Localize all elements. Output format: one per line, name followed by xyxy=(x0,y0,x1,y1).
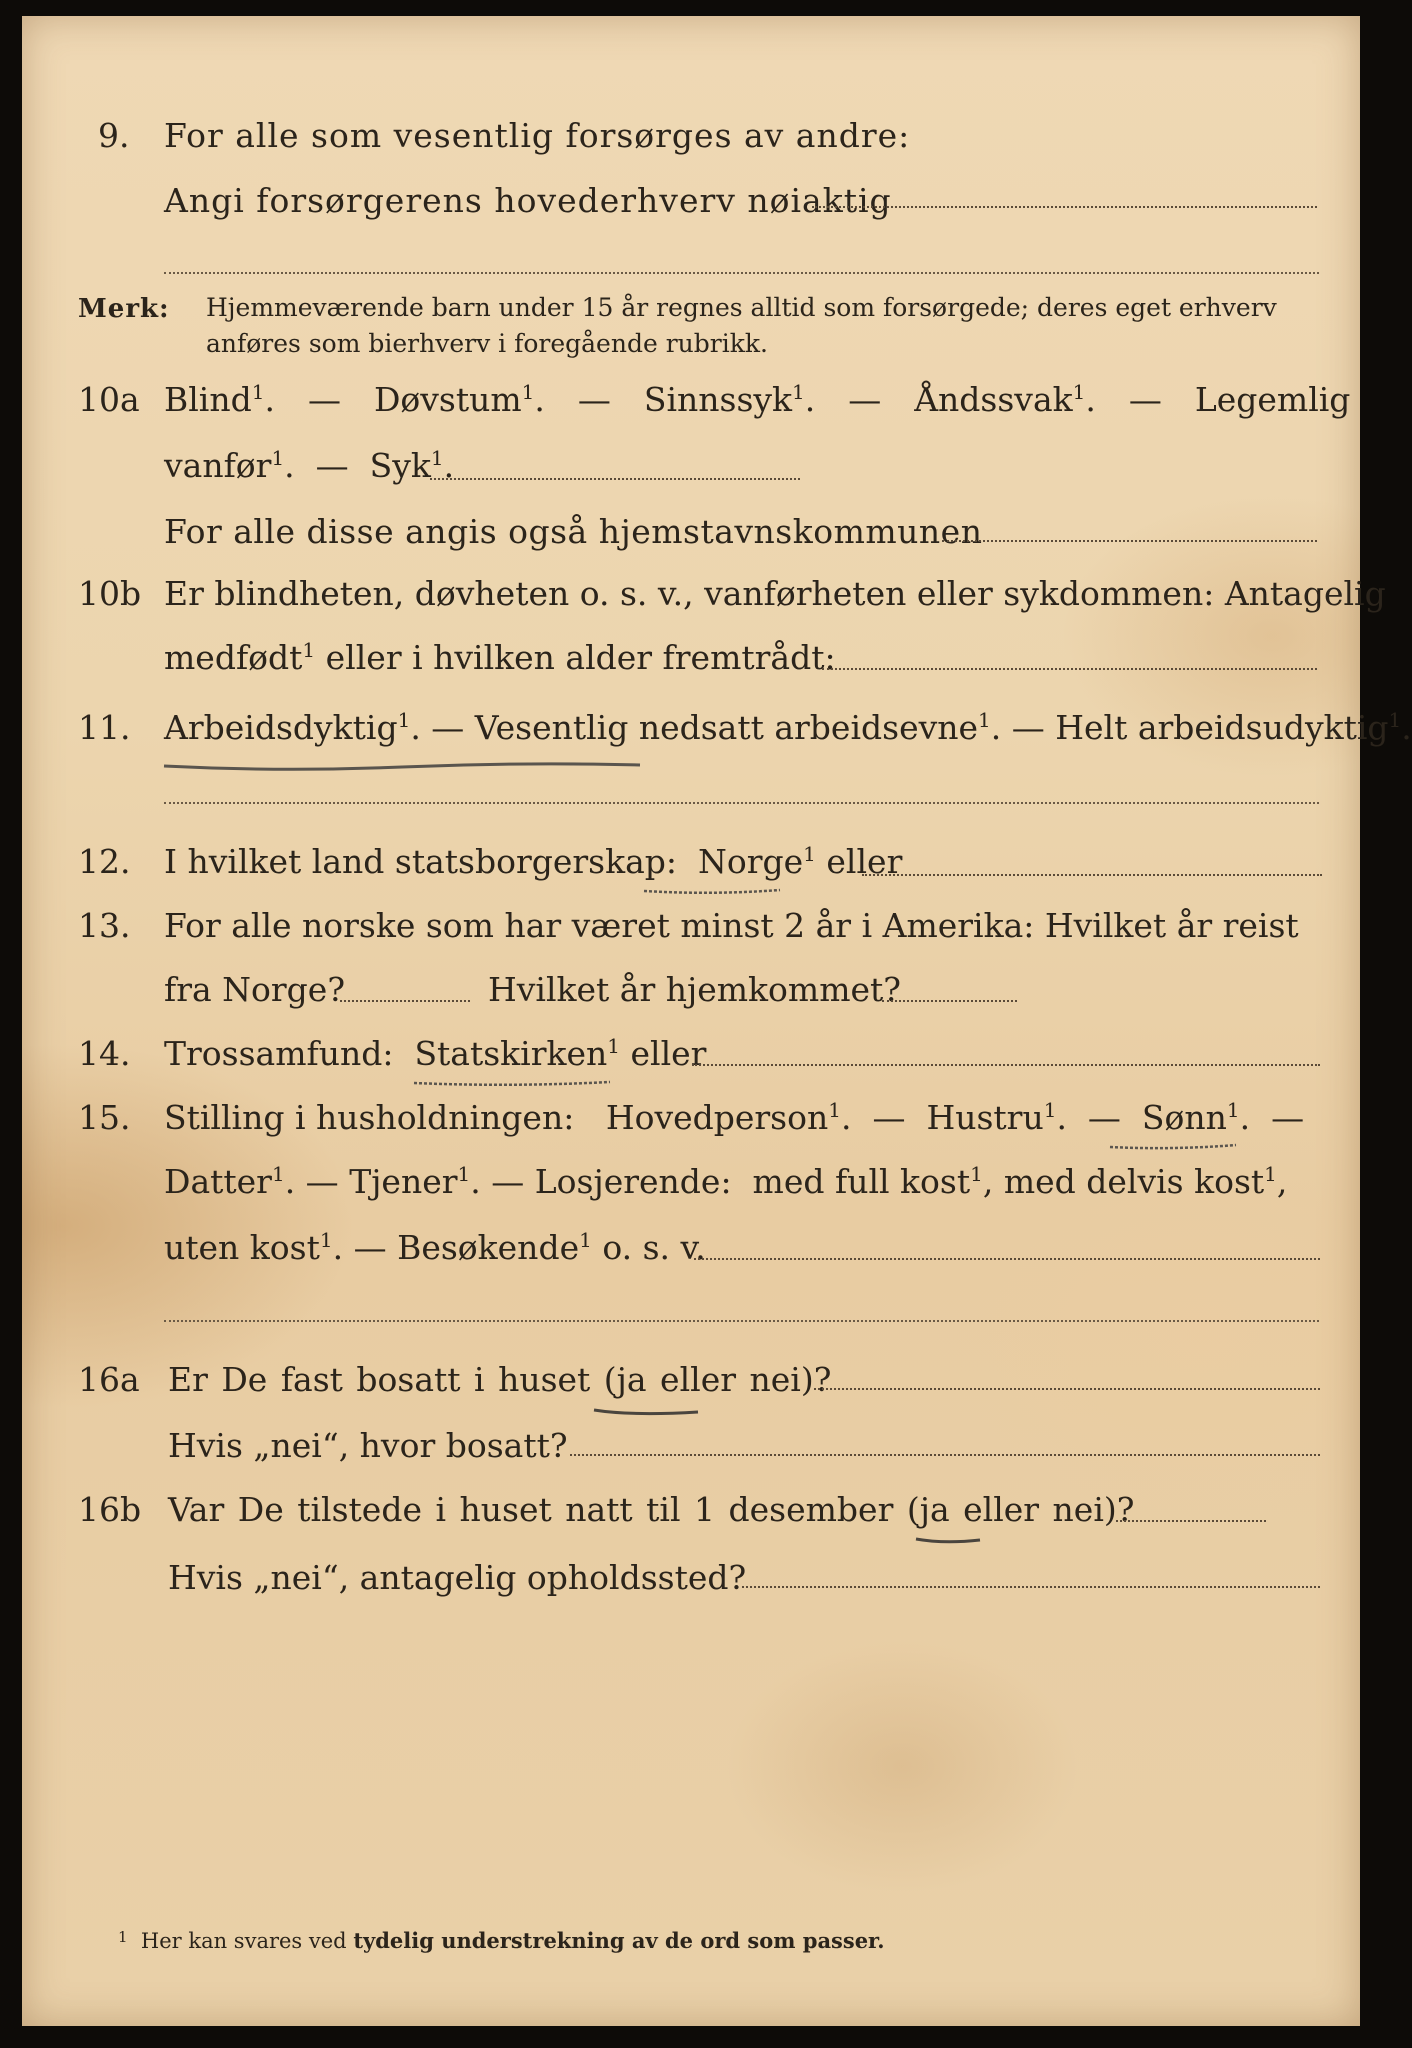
q11-line: Arbeidsdyktig$^1$. — Vesentlig nedsatt arbeidsevne$^1$. — Helt arbeidsudyktig$^1$. xyxy=(164,708,1412,747)
q9-question: For alle som vesentlig forsørges av andre: xyxy=(164,116,911,155)
option-delvis-kost: med delvis kost xyxy=(1003,1162,1265,1201)
q11-number: 11. xyxy=(78,708,131,747)
footnote: $^1$ Her kan svares ved tydelig understrekning av de ord som passer. xyxy=(118,1928,885,1953)
option-besokende: Besøkende xyxy=(397,1228,580,1267)
q16a-answer-line xyxy=(814,1388,1320,1390)
q14-number: 14. xyxy=(78,1034,131,1073)
option-hustru: Hustru xyxy=(926,1098,1044,1137)
q16b-number: 16b xyxy=(78,1490,142,1529)
option-uten-kost: uten kost xyxy=(164,1228,320,1267)
merk-note-line-2: anføres som bierhverv i foregående rubrikk. xyxy=(206,329,768,358)
merk-note-line-1: Hjemmeværende barn under 15 år regnes alltid som forsørgede; deres eget erhverv xyxy=(206,293,1277,322)
q16b-answer-line xyxy=(1116,1520,1266,1522)
option-sinnssyk: Sinnssyk xyxy=(643,380,793,419)
q10b-number: 10b xyxy=(78,574,142,613)
q15-line-2: Datter$^1$. — Tjener$^1$. — Losjerende: med full kost$^1$, med delvis kost$^1$, xyxy=(164,1162,1288,1201)
q16a-line-2: Hvis „nei“, hvor bosatt? xyxy=(168,1426,568,1465)
q10b-answer-line xyxy=(822,668,1317,670)
q15-number: 15. xyxy=(78,1098,131,1137)
q10a-line-3: For alle disse angis også hjemstavnskommunen xyxy=(164,512,983,551)
q9-number: 9. xyxy=(98,116,130,155)
q13-number: 13. xyxy=(78,906,131,945)
q13-line-2a: fra Norge? xyxy=(164,970,346,1009)
q12-number: 12. xyxy=(78,842,131,881)
q15-answer-line xyxy=(694,1258,1320,1260)
q10b-line-2: medfødt$^1$ eller i hvilken alder fremtrådt: xyxy=(164,638,836,677)
q9-subquestion: Angi forsørgerens hovederhverv nøiaktig xyxy=(164,181,892,220)
q15-answer-line-2 xyxy=(164,1320,1319,1322)
q14-answer-line xyxy=(692,1064,1320,1066)
option-andssvak: Åndssvak xyxy=(914,380,1073,419)
q13-reist-answer-line xyxy=(340,1000,470,1002)
option-tjener: Tjener xyxy=(349,1162,458,1201)
option-arbeidsdyktig: Arbeidsdyktig xyxy=(164,708,398,747)
q16a-line-1: Er De fast bosatt i huset (ja eller nei)? xyxy=(168,1360,832,1399)
q9-answer-line-2 xyxy=(164,272,1319,274)
option-blind: Blind xyxy=(164,380,252,419)
option-sonn: Sønn xyxy=(1141,1098,1227,1137)
option-norge: Norge xyxy=(698,842,804,881)
option-syk: Syk xyxy=(369,446,431,485)
q10a-number: 10a xyxy=(78,380,140,419)
q16a-bosatt-answer-line xyxy=(570,1454,1320,1456)
option-nedsatt-arbeidsevne: Vesentlig nedsatt arbeidsevne xyxy=(474,708,979,747)
pencil-underline-arbeidsdyktig xyxy=(162,760,642,774)
option-hovedperson: Hovedperson xyxy=(605,1098,829,1137)
option-statskirken: Statskirken xyxy=(414,1034,608,1073)
option-dovstum: Døvstum xyxy=(373,380,522,419)
option-legemlig: Legemlig xyxy=(1194,380,1351,419)
q16b-line-1: Var De tilstede i huset natt til 1 desember (ja eller nei)? xyxy=(168,1490,1135,1529)
q13-hjemkommet-answer-line xyxy=(882,1000,1017,1002)
q15-line-1: Stilling i husholdningen: Hovedperson$^1$. — Hustru$^1$. — Sønn$^1$. — xyxy=(164,1098,1305,1137)
pencil-underline-ja xyxy=(592,1406,702,1418)
q13-line-1: For alle norske som har været minst 2 år i Amerika: Hvilket år reist xyxy=(164,906,1299,945)
q10a-line-1: Blind$^1$. — Døvstum$^1$. — Sinnssyk$^1$. — Åndssvak$^1$. — Legemlig xyxy=(164,380,1351,419)
q16b-line-2: Hvis „nei“, antagelig opholdssted? xyxy=(168,1558,747,1597)
q10a-hjemstavn-answer-line xyxy=(942,540,1317,542)
pencil-underline-sonn xyxy=(1108,1142,1238,1152)
q12-answer-line xyxy=(862,874,1322,876)
q10b-line-1: Er blindheten, døvheten o. s. v., vanførheten eller sykdommen: Antagelig xyxy=(164,574,1386,613)
option-arbeidsudyktig: Helt arbeidsudyktig xyxy=(1055,708,1389,747)
merk-label: Merk: xyxy=(78,294,170,324)
q10a-line-2: vanfør$^1$. — Syk$^1$. xyxy=(164,446,455,485)
option-medfodt: medfødt xyxy=(164,638,303,677)
pencil-underline-ja-2 xyxy=(914,1534,984,1546)
q14-line: Trossamfund: Statskirken$^1$ eller xyxy=(164,1034,707,1073)
q16a-number: 16a xyxy=(78,1360,140,1399)
pencil-underline-norge xyxy=(642,886,782,896)
q10a-syk-answer-line xyxy=(430,478,800,480)
q13-line-2b: Hvilket år hjemkommet? xyxy=(488,970,901,1009)
q9-answer-line xyxy=(812,206,1317,208)
q11-answer-line xyxy=(164,802,1319,804)
option-datter: Datter xyxy=(164,1162,272,1201)
q16b-opholdssted-answer-line xyxy=(742,1586,1320,1588)
pencil-underline-statskirken xyxy=(412,1078,612,1088)
option-full-kost: med full kost xyxy=(752,1162,971,1201)
census-form-page xyxy=(22,16,1412,2026)
option-vanfor: vanfør xyxy=(164,446,272,485)
q12-line: I hvilket land statsborgerskap: Norge$^1$ eller xyxy=(164,842,903,881)
q15-line-3: uten kost$^1$. — Besøkende$^1$ o. s. v. xyxy=(164,1228,706,1267)
